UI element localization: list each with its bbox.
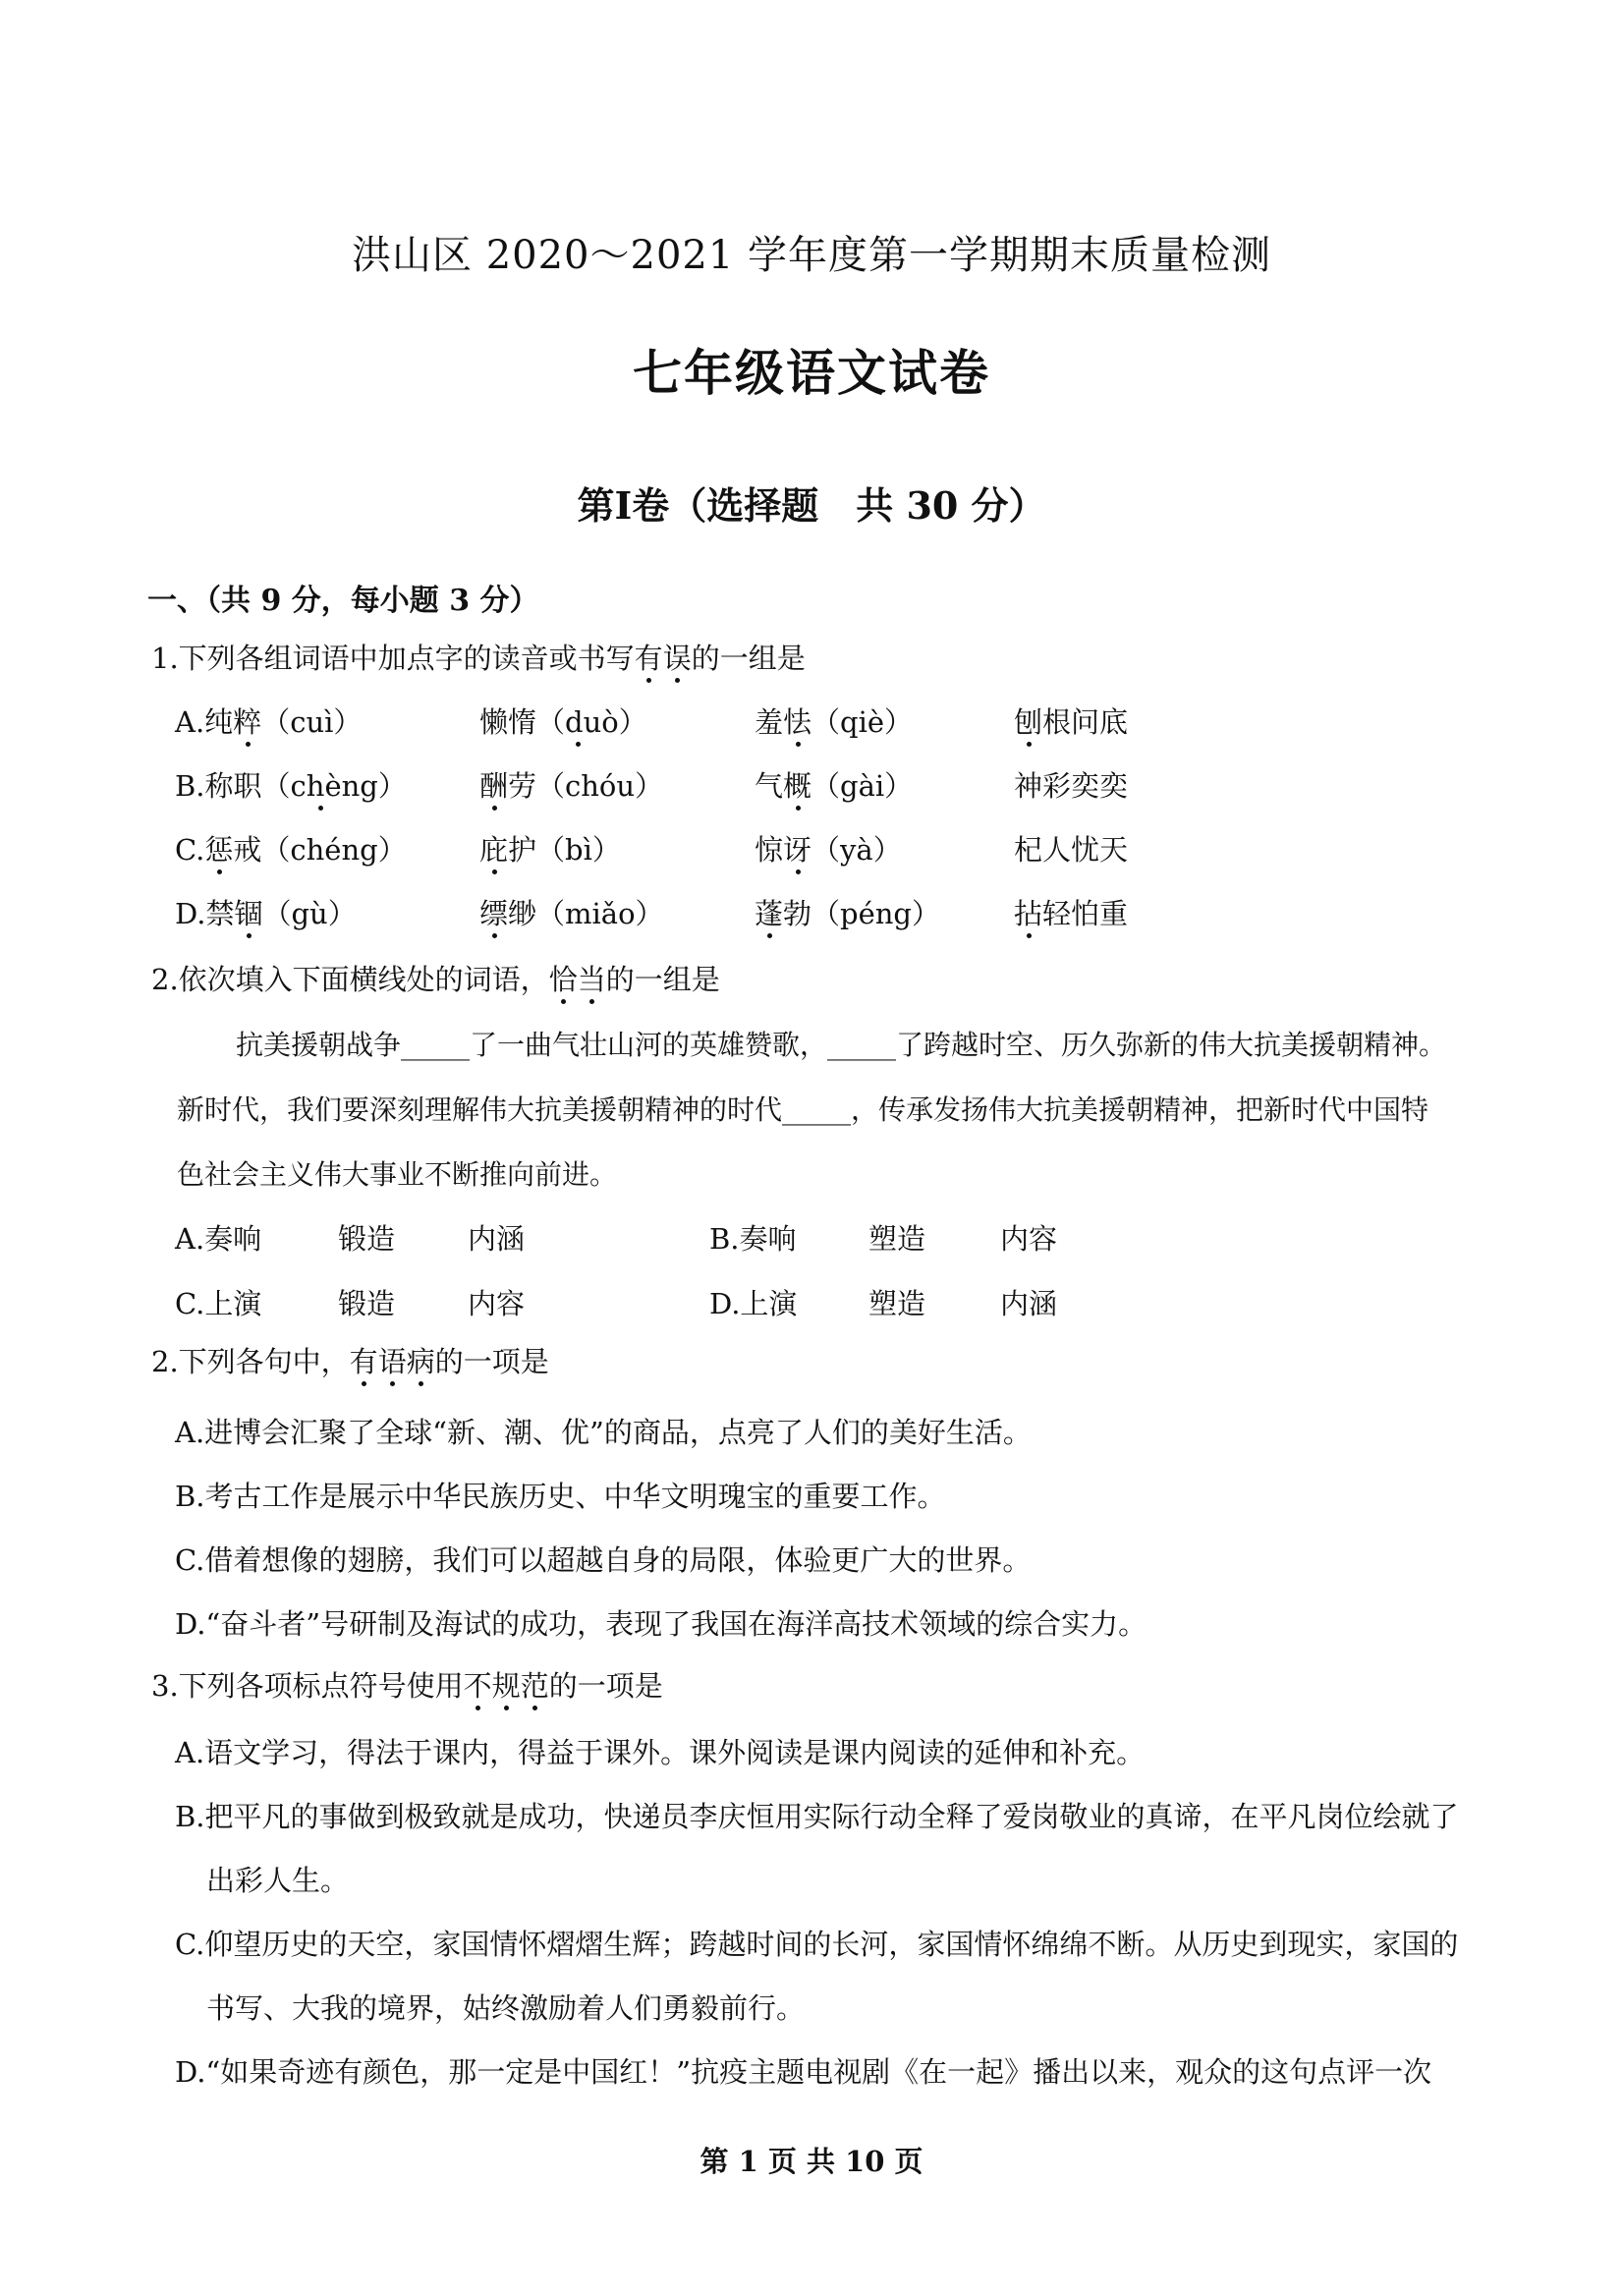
q1-option-d-word4: 拈轻怕重 bbox=[1014, 897, 1129, 930]
q2-option-b-word3: 内容 bbox=[1000, 1222, 1058, 1256]
q3-option-c-line1: C.仰望历史的天空，家国情怀熠熠生辉；跨越时间的长河，家国情怀绵绵不断。从历史到现实，家国的 bbox=[175, 1928, 1459, 1961]
q2-option-a-word2: 锻造 bbox=[338, 1222, 396, 1256]
q3-option-b-line2: 出彩人生。 bbox=[206, 1864, 350, 1897]
q1-option-a-word4: 刨根问底 bbox=[1014, 705, 1129, 739]
q3-option-b-line1: B.把平凡的事做到极致就是成功，快递员李庆恒用实际行动全释了爱岗敬业的真谛，在平凡岗位绘就了 bbox=[175, 1800, 1459, 1833]
q1-option-c-word4: 杞人忧天 bbox=[1014, 833, 1129, 867]
q1-option-d-word3: 蓬勃（péng） bbox=[755, 897, 940, 930]
page-number: 第 1 页 共 10 页 bbox=[700, 2145, 923, 2178]
q2-passage-line3: 色社会主义伟大事业不断推向前进。 bbox=[177, 1158, 618, 1191]
q2b-option-a: A.进博会汇聚了全球“新、潮、优”的商品，点亮了人们的美好生活。 bbox=[175, 1416, 1032, 1449]
q2-option-a-word3: 内涵 bbox=[468, 1222, 526, 1256]
exam-title: 洪山区 2020～2021 学年度第一学期期末质量检测 bbox=[351, 233, 1272, 278]
q2b-option-b: B.考古工作是展示中华民族历史、中华文明瑰宝的重要工作。 bbox=[175, 1480, 946, 1513]
q1-option-b-word2: 酬劳（chóu） bbox=[479, 769, 664, 803]
question-2-stem: 2.依次填入下面横线处的词语，恰当的一组是 bbox=[151, 963, 720, 996]
question-3-stem: 3.下列各项标点符号使用不规范的一项是 bbox=[151, 1669, 663, 1703]
q1-option-a-word2: 懒惰（duò） bbox=[479, 705, 647, 739]
q2-option-a: A.奏响 bbox=[175, 1222, 262, 1256]
q3-option-a: A.语文学习，得法于课内，得益于课外。课外阅读是课内阅读的延伸和补充。 bbox=[175, 1736, 1146, 1769]
q2-option-d: D.上演 bbox=[709, 1287, 798, 1320]
q2-option-d-word2: 塑造 bbox=[868, 1287, 926, 1320]
q2-option-c-word2: 锻造 bbox=[338, 1287, 396, 1320]
q2b-option-c: C.借着想像的翅膀，我们可以超越自身的局限，体验更广大的世界。 bbox=[175, 1543, 1032, 1577]
question-1-stem: 1.下列各组词语中加点字的读音或书写有误的一组是 bbox=[151, 642, 806, 675]
q1-option-c-word3: 惊讶（yà） bbox=[755, 833, 902, 867]
q2-option-d-word3: 内涵 bbox=[1000, 1287, 1058, 1320]
q2-option-b: B.奏响 bbox=[709, 1222, 797, 1256]
q1-option-d-word1: D.禁锢（gù） bbox=[175, 897, 357, 930]
volume-title: 第Ⅰ卷（选择题 共 30 分） bbox=[577, 483, 1046, 528]
q1-option-a-word3: 羞怯（qiè） bbox=[755, 705, 914, 739]
q1-option-b-word4: 神彩奕奕 bbox=[1014, 769, 1129, 803]
section-heading: 一、（共 9 分，每小题 3 分） bbox=[147, 584, 539, 618]
q3-option-c-line2: 书写、大我的境界，姑终激励着人们勇毅前行。 bbox=[206, 1991, 806, 2025]
q1-option-c-word2: 庇护（bì） bbox=[479, 833, 621, 867]
q1-option-b-word3: 气概（gài） bbox=[755, 769, 914, 803]
exam-subject-title: 七年级语文试卷 bbox=[633, 344, 990, 402]
q1-option-a-word1: A.纯粹（cuì） bbox=[175, 705, 363, 739]
q2-passage-line1: 抗美援朝战争_____了一曲气壮山河的英雄赞歌，_____了跨越时空、历久弥新的伟大抗美援朝精神。 bbox=[236, 1029, 1447, 1061]
q2-option-b-word2: 塑造 bbox=[868, 1222, 926, 1256]
q2-option-c-word3: 内容 bbox=[468, 1287, 526, 1320]
q1-option-c-word1: C.惩戒（chéng） bbox=[175, 833, 407, 867]
q3-option-d-line1: D.“如果奇迹有颜色，那一定是中国红！”抗疫主题电视剧《在一起》播出以来，观众的这句点评一次 bbox=[175, 2055, 1432, 2089]
q2-option-c: C.上演 bbox=[175, 1287, 262, 1320]
q2b-option-d: D.“奋斗者”号研制及海试的成功，表现了我国在海洋高技术领域的综合实力。 bbox=[175, 1607, 1147, 1641]
q1-option-b-word1: B.称职（chèng） bbox=[175, 769, 407, 803]
q2-passage-line2: 新时代，我们要深刻理解伟大抗美援朝精神的时代_____，传承发扬伟大抗美援朝精神，把新时代中国特 bbox=[177, 1093, 1429, 1126]
q1-option-d-word2: 缥缈（miǎo） bbox=[479, 897, 664, 930]
question-2b-stem: 2.下列各句中，有语病的一项是 bbox=[151, 1345, 549, 1378]
